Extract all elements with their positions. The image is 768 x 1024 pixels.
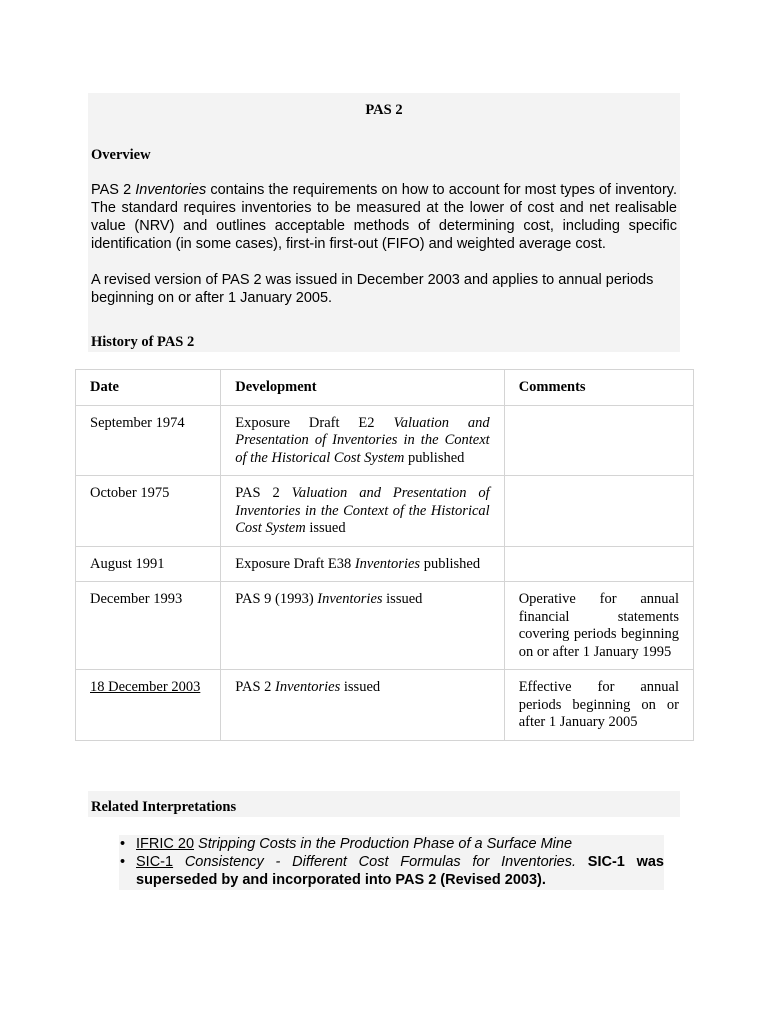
row-comments xyxy=(504,546,693,582)
development-title: Valuation and Presentation of Inventories in the Context of the Historical Cost System xyxy=(235,414,490,466)
date-link[interactable]: 18 December 2003 xyxy=(90,679,201,695)
interpretation-title: Consistency - Different Cost Formulas for Inventories. xyxy=(173,854,577,870)
column-header-date: Date xyxy=(76,370,221,406)
overview-paragraph xyxy=(91,181,677,253)
overview-text: PAS 2 xyxy=(91,182,136,198)
sic-1-link[interactable]: SIC-1 xyxy=(136,854,174,870)
development-text: PAS 2 xyxy=(235,679,276,695)
development-title: Valuation and Presentation of Inventories in the Context of the Historical Cost System xyxy=(235,485,490,536)
development-title: Inventories xyxy=(317,591,383,607)
development-text: published xyxy=(404,449,465,466)
row-development xyxy=(221,405,504,476)
table-row xyxy=(76,405,694,476)
row-comments xyxy=(504,476,693,547)
development-title: Inventories xyxy=(275,679,341,695)
row-comments: Operative for annual financial statements covering periods beginning on or after 1 January 1995 xyxy=(504,582,693,670)
list-item xyxy=(119,835,664,853)
bullet-icon: • xyxy=(120,836,126,852)
development-text: issued xyxy=(340,679,381,695)
related-list xyxy=(119,835,664,890)
table-row xyxy=(76,546,694,582)
development-text: PAS 9 (1993) xyxy=(235,591,318,607)
row-date: October 1975 xyxy=(76,476,221,547)
row-comments: Effective for annual periods beginning on or after 1 January 2005 xyxy=(504,670,693,741)
overview-heading: Overview xyxy=(91,147,151,163)
development-title: Inventories xyxy=(354,555,421,572)
table-row xyxy=(76,670,694,741)
document-title: PAS 2 xyxy=(365,102,403,118)
row-development xyxy=(221,582,504,670)
column-header-development: Development xyxy=(221,370,504,406)
table-row xyxy=(76,582,694,670)
ifric-20-link[interactable]: IFRIC 20 xyxy=(136,836,195,852)
row-date xyxy=(76,670,221,741)
history-heading: History of PAS 2 xyxy=(91,334,195,350)
row-comments xyxy=(504,405,693,476)
interpretation-title: Stripping Costs in the Production Phase of a Surface Mine xyxy=(194,836,573,852)
table-row xyxy=(76,476,694,547)
history-table xyxy=(75,369,694,741)
development-text: Exposure Draft E2 xyxy=(235,414,394,431)
column-header-comments: Comments xyxy=(504,370,693,406)
development-text: issued xyxy=(382,591,423,607)
row-development xyxy=(221,476,504,547)
overview-text: contains the requirements on how to account for most types of inventory. The standard requires inventories to be measured at the lower of cost and net realisable value (NRV) and outlines acceptable methods of determining cost, including specific identification (in some cases), first-in first-out (FIFO) and weighted average cost. xyxy=(91,182,677,252)
revised-version-paragraph: A revised version of PAS 2 was issued in December 2003 and applies to annual periods beginning on or after 1 January 2005. xyxy=(91,272,654,306)
row-development xyxy=(221,670,504,741)
development-text: Exposure Draft E38 xyxy=(235,555,355,572)
bullet-icon: • xyxy=(120,854,126,870)
row-date: August 1991 xyxy=(76,546,221,582)
overview-text-italic: Inventories xyxy=(135,182,207,198)
development-text: published xyxy=(420,555,481,572)
development-text: PAS 2 xyxy=(235,485,292,501)
related-heading: Related Interpretations xyxy=(91,799,237,815)
row-date: September 1974 xyxy=(76,405,221,476)
row-development xyxy=(221,546,504,582)
interpretation-note: SIC-1 was superseded by and incorporated into PAS 2 (Revised 2003). xyxy=(136,854,664,888)
list-item xyxy=(119,853,664,889)
table-header-row xyxy=(76,370,694,406)
development-text: issued xyxy=(305,520,346,536)
row-date: December 1993 xyxy=(76,582,221,670)
